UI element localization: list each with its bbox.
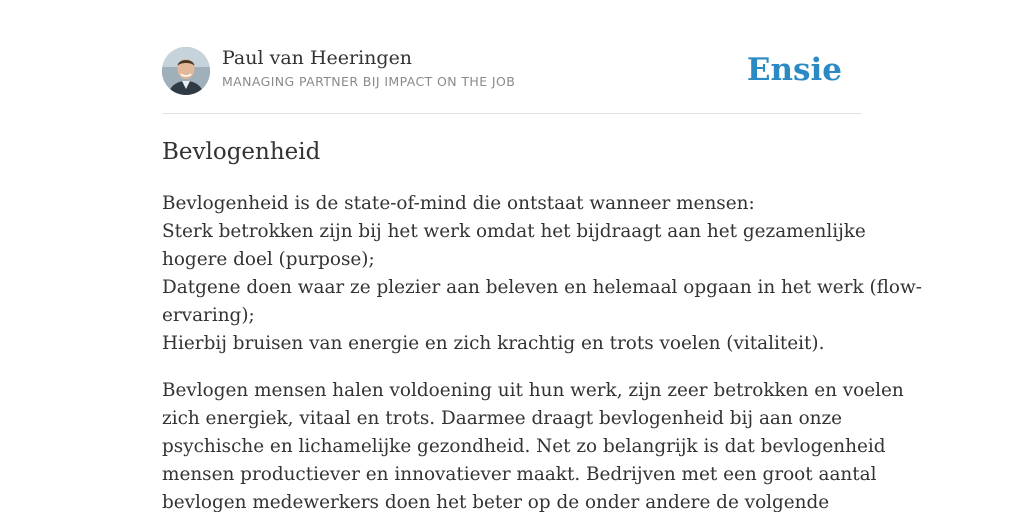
author-avatar[interactable] <box>162 47 210 95</box>
paragraph-line: bevlogen medewerkers doen het beter op de onder andere de volgende <box>162 492 830 512</box>
paragraph-definition <box>162 190 922 358</box>
avatar-photo <box>162 47 210 95</box>
paragraph-line: hogere doel (purpose); <box>162 249 375 270</box>
author-name[interactable]: Paul van Heeringen <box>222 47 413 69</box>
author-header <box>162 46 862 96</box>
ensie-logo[interactable]: Ensie <box>746 52 842 88</box>
author-role: MANAGING PARTNER BIJ IMPACT ON THE JOB <box>222 74 516 89</box>
paragraph-line: psychische en lichamelijke gezondheid. Net zo belangrijk is dat bevlogenheid <box>162 436 886 457</box>
paragraph-line: zich energiek, vitaal en trots. Daarmee draagt bevlogenheid bij aan onze <box>162 408 843 429</box>
paragraph-line: Hierbij bruisen van energie en zich krachtig en trots voelen (vitaliteit). <box>162 333 825 354</box>
paragraph-line: mensen productiever en innovatiever maakt. Bedrijven met een groot aantal <box>162 464 877 485</box>
article-title: Bevlogenheid <box>162 139 321 165</box>
paragraph-line: Sterk betrokken zijn bij het werk omdat het bijdraagt aan het gezamenlijke <box>162 221 866 242</box>
header-divider <box>162 113 862 114</box>
paragraph-line: ervaring); <box>162 305 255 326</box>
paragraph-benefits <box>162 377 904 512</box>
paragraph-line: Bevlogenheid is de state-of-mind die ontstaat wanneer mensen: <box>162 193 755 214</box>
article-body <box>162 190 922 512</box>
paragraph-line: Bevlogen mensen halen voldoening uit hun werk, zijn zeer betrokken en voelen <box>162 380 904 401</box>
paragraph-line: Datgene doen waar ze plezier aan beleven en helemaal opgaan in het werk (flow- <box>162 277 922 298</box>
